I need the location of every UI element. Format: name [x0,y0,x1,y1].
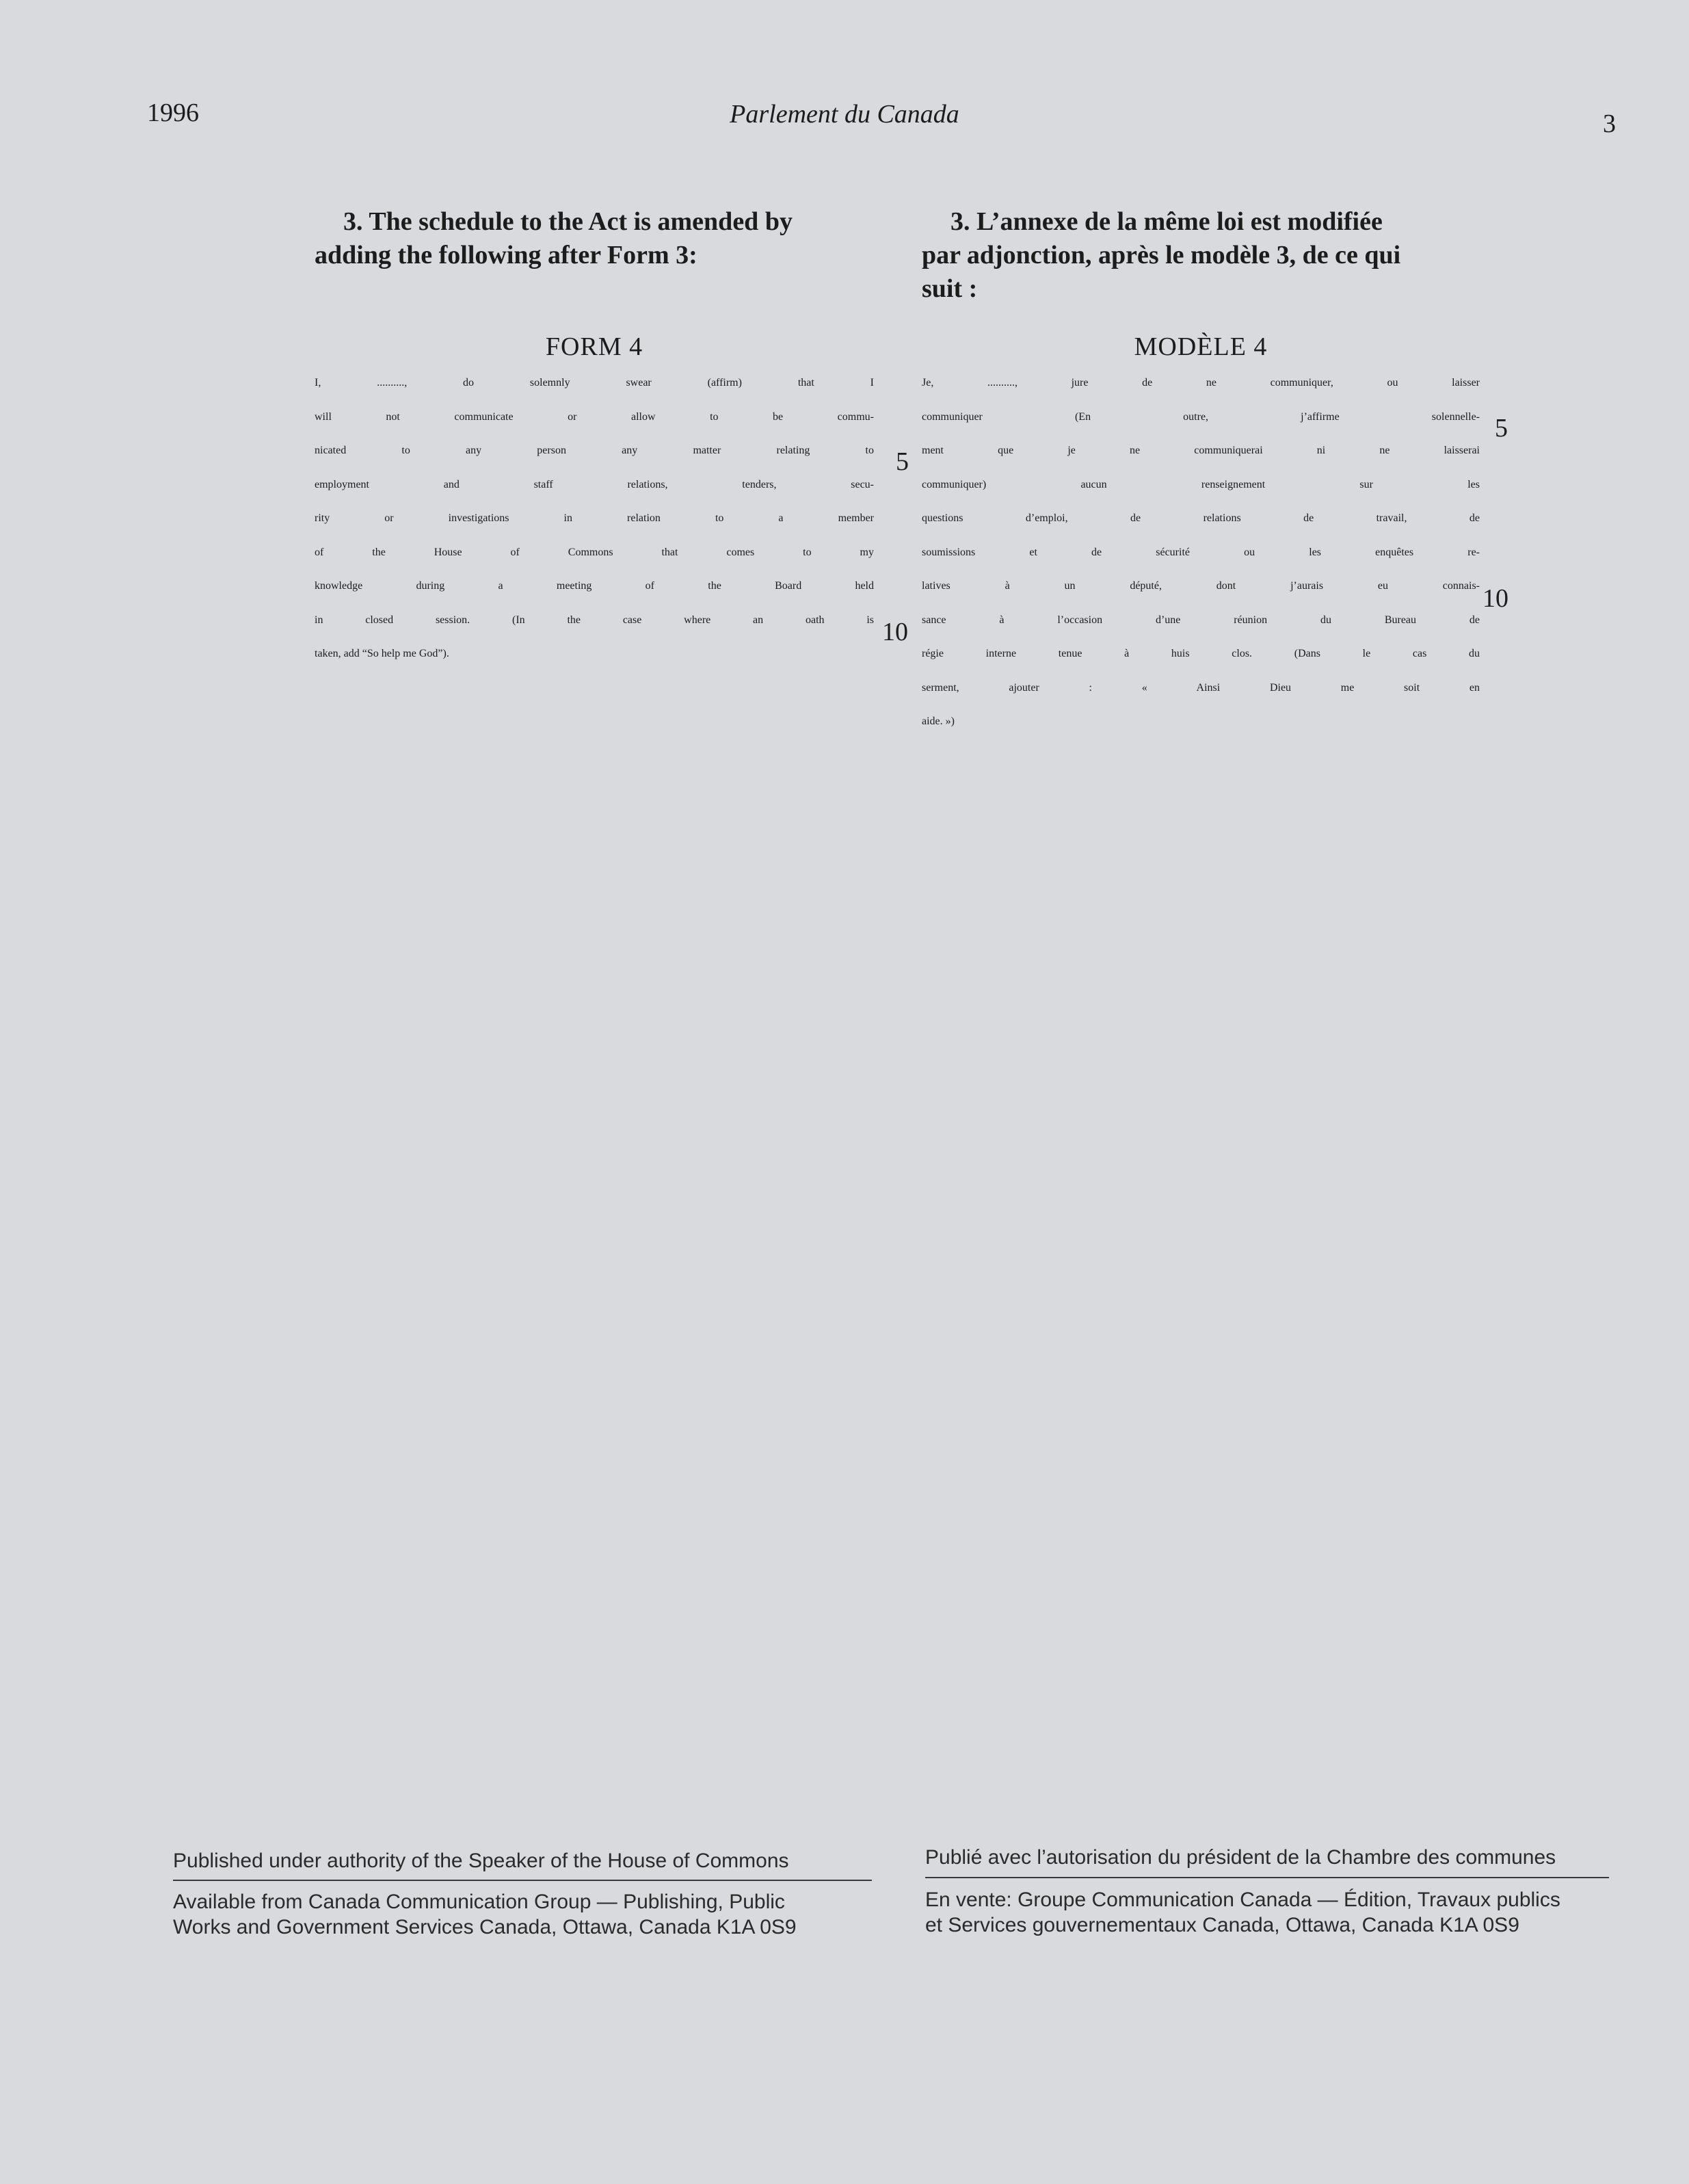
french-body-line: régie interne tenue à huis clos. (Dans le cas du [922,648,1480,659]
english-line-number: 5 [896,447,909,476]
french-body-line: Je, .........., jure de ne communiquer, ou laisser [922,377,1480,389]
english-body-line: in closed session. (In the case where an oath is [315,614,874,626]
english-availability-line: Available from Canada Communication Group — Publishing, Public [173,1891,785,1913]
french-form-title: MODÈLE 4 [1134,332,1268,361]
english-body-line: taken, add “So help me God”). [315,648,449,659]
french-body-line: sance à l’occasion d’une réunion du Bureau de [922,614,1480,626]
english-body-line: employment and staff relations, tenders, secu- [315,478,874,490]
french-body-line: serment, ajouter : « Ainsi Dieu me soit en [922,681,1480,694]
french-publisher-note: Publié avec l’autorisation du président de la Chambre des communes [925,1846,1556,1869]
french-heading-line: 3. L’annexe de la même loi est modifiée [950,207,1383,236]
french-body-line: aide. ») [922,715,955,727]
english-form-title: FORM 4 [545,332,643,361]
french-body-line: soumissions et de sécurité ou les enquêtes re- [922,546,1480,558]
french-availability-line: et Services gouvernementaux Canada, Ottawa, Canada K1A 0S9 [925,1914,1519,1936]
english-availability-line: Works and Government Services Canada, Ottawa, Canada K1A 0S9 [173,1916,797,1938]
french-body-line: communiquer (En outre, j’affirme solennelle- [922,410,1480,423]
english-body-line: knowledge during a meeting of the Board held [315,580,874,592]
page-year: 1996 [147,98,199,127]
english-heading-line: 3. The schedule to the Act is amended by [343,207,793,236]
french-line-number: 10 [1482,584,1508,613]
english-line-number: 10 [882,618,908,646]
english-publisher-note: Published under authority of the Speaker of the House of Commons [173,1850,789,1872]
french-body-line: questions d’emploi, de relations de travail, de [922,512,1480,524]
english-body-line: will not communicate or allow to be commu- [315,410,874,423]
english-oath-text [315,377,874,682]
english-heading-line: adding the following after Form 3: [315,241,697,269]
french-availability-note [925,1887,1609,1938]
english-body-line: of the House of Commons that comes to my [315,546,874,558]
french-amendment-heading [922,205,1480,306]
french-availability-line: En vente: Groupe Communication Canada — Édition, Travaux publics [925,1889,1560,1911]
french-body-line: latives à un député, dont j’aurais eu connais- [922,580,1480,592]
page-running-title: Parlement du Canada [730,100,959,129]
english-body-line: I, .........., do solemnly swear (affirm) that I [315,377,874,389]
french-body-line: communiquer) aucun renseignement sur les [922,478,1480,490]
french-body-line: ment que je ne communiquerai ni ne laisserai [922,445,1480,456]
english-amendment-heading [315,205,874,272]
page-number: 3 [1603,109,1616,138]
english-footer-rule [173,1880,872,1881]
english-body-line: rity or investigations in relation to a member [315,512,874,524]
french-footer-rule [925,1877,1609,1878]
english-availability-note [173,1889,870,1940]
french-heading-line: par adjonction, après le modèle 3, de ce qui [922,241,1401,269]
french-heading-line: suit : [922,274,978,303]
french-line-number: 5 [1495,414,1508,443]
french-oath-text [922,377,1480,750]
english-body-line: nicated to any person any matter relating to [315,445,874,456]
